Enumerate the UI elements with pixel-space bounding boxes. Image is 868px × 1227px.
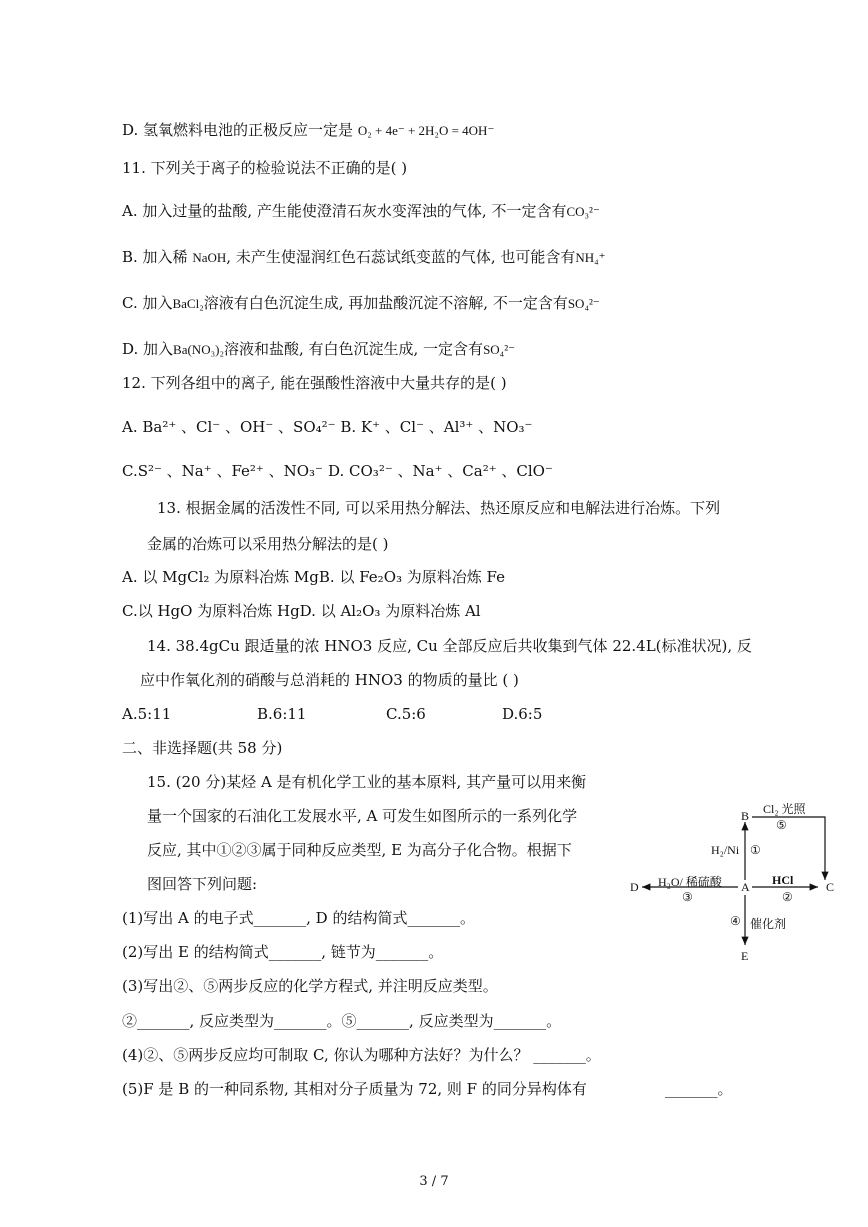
page-number: 3 / 7 — [419, 1174, 449, 1189]
q13-stem-2: 金属的冶炼可以采用热分解法的是( ) — [147, 535, 389, 553]
q10-option-d: D. 氢氧燃料电池的正极反应一定是 O₂ + 4e⁻ + 2H₂O = 4OH⁻ — [122, 121, 495, 139]
label-h2o: H₂O/ 稀硫酸 — [658, 875, 722, 889]
label-step-2: ② — [782, 890, 793, 904]
q11-option-a: A. 加入过量的盐酸, 产生能使澄清石灰水变浑浊的气体, 不一定含有CO₃²⁻ — [122, 202, 600, 220]
q12-options-ab: A. Ba²⁺ 、Cl⁻ 、OH⁻ 、SO₄²⁻ B. K⁺ 、Cl⁻ 、Al³⁺ 、NO₃⁻ — [122, 418, 533, 436]
q13-options-cd: C.以 HgO 为原料冶炼 HgD. 以 Al₂O₃ 为原料冶炼 Al — [122, 602, 481, 620]
q14-option-a: A.5:11 — [122, 705, 172, 723]
section-heading: 二、非选择题(共 58 分) — [122, 739, 283, 757]
q15-stem-2: 量一个国家的石油化工发展水平, A 可发生如图所示的一系列化学 — [147, 807, 578, 825]
q15-part-3-answer: ②_______, 反应类型为_______。⑤_______, 反应类型为_______。 — [122, 1012, 562, 1030]
q13-options-ab: A. 以 MgCl₂ 为原料冶炼 MgB. 以 Fe₂O₃ 为原料冶炼 Fe — [122, 568, 505, 586]
q15-stem-3: 反应, 其中①②③属于同种反应类型, E 为高分子化合物。根据下 — [147, 841, 572, 859]
label-step-4: ④ — [730, 914, 741, 928]
label-cl2: Cl₂ 光照 — [763, 802, 806, 816]
arrow-b-to-c — [752, 817, 825, 880]
node-b: B — [741, 809, 750, 823]
q15-part-4: (4)②、⑤两步反应均可制取 C, 你认为哪种方法好？为什么？ _______。 — [122, 1046, 601, 1064]
label-step-3: ③ — [682, 890, 693, 904]
reaction-arrows — [620, 800, 840, 970]
q12-option-c: C.S²⁻ 、Na⁺ 、Fe²⁺ 、NO₃⁻ — [122, 462, 323, 480]
node-a: A — [741, 880, 750, 894]
q15-stem-4: 图回答下列问题: — [147, 875, 258, 893]
label-h2ni: H₂/Ni — [711, 843, 740, 857]
q13-stem-1: 13. 根据金属的活泼性不同, 可以采用热分解法、热还原反应和电解法进行冶炼。下列 — [157, 499, 721, 517]
label-step-5: ⑤ — [776, 818, 787, 832]
q14-option-d: D.6:5 — [502, 705, 543, 723]
reaction-diagram — [620, 800, 840, 970]
q15-part-1: (1)写出 A 的电子式_______, D 的结构简式_______。 — [122, 909, 475, 927]
q11-option-d: D. 加入Ba(NO₃)₂溶液和盐酸, 有白色沉淀生成, 一定含有SO₄²⁻ — [122, 340, 515, 358]
q11-option-c: C. 加入BaCl₂溶液有白色沉淀生成, 再加盐酸沉淀不溶解, 不一定含有SO₄²⁻ — [122, 294, 600, 312]
q14-stem-2: 应中作氧化剂的硝酸与总消耗的 HNO3 的物质的量比 ( ) — [140, 671, 519, 689]
q12-option-d: D. CO₃²⁻ 、Na⁺ 、Ca²⁺ 、ClO⁻ — [328, 462, 553, 480]
q15-part-5: (5)F 是 B 的一种同系物, 其相对分子质量为 72, 则 F 的同分异构体有 — [122, 1080, 587, 1098]
q12-stem: 12. 下列各组中的离子, 能在强酸性溶液中大量共存的是( ) — [122, 374, 507, 392]
label-hcl: HCl — [772, 873, 794, 887]
q14-stem-1: 14. 38.4gCu 跟适量的浓 HNO3 反应, Cu 全部反应后共收集到气体 22.4L(标准状况), 反 — [147, 637, 752, 655]
q11-option-b: B. 加入稀 NaOH, 未产生使湿润红色石蕊试纸变蓝的气体, 也可能含有NH₄⁺ — [122, 248, 606, 266]
q14-option-c: C.5:6 — [386, 705, 426, 723]
equation: O₂ + 4e⁻ + 2H₂O = 4OH⁻ — [357, 123, 495, 138]
q15-part-3: (3)写出②、⑤两步反应的化学方程式, 并注明反应类型。 — [122, 977, 498, 995]
q15-part-2: (2)写出 E 的结构简式_______, 链节为_______。 — [122, 943, 444, 961]
q15-part-5-blank: _______。 — [665, 1080, 733, 1098]
q14-option-b: B.6:11 — [257, 705, 307, 723]
node-e: E — [741, 949, 749, 963]
q15-stem-1: 15. (20 分)某烃 A 是有机化学工业的基本原料, 其产量可以用来衡 — [147, 773, 587, 791]
q11-stem: 11. 下列关于离子的检验说法不正确的是( ) — [122, 159, 408, 177]
label-catalyst: 催化剂 — [750, 917, 787, 931]
node-d: D — [630, 880, 639, 894]
label-step-1: ① — [750, 843, 761, 857]
node-c: C — [826, 880, 835, 894]
